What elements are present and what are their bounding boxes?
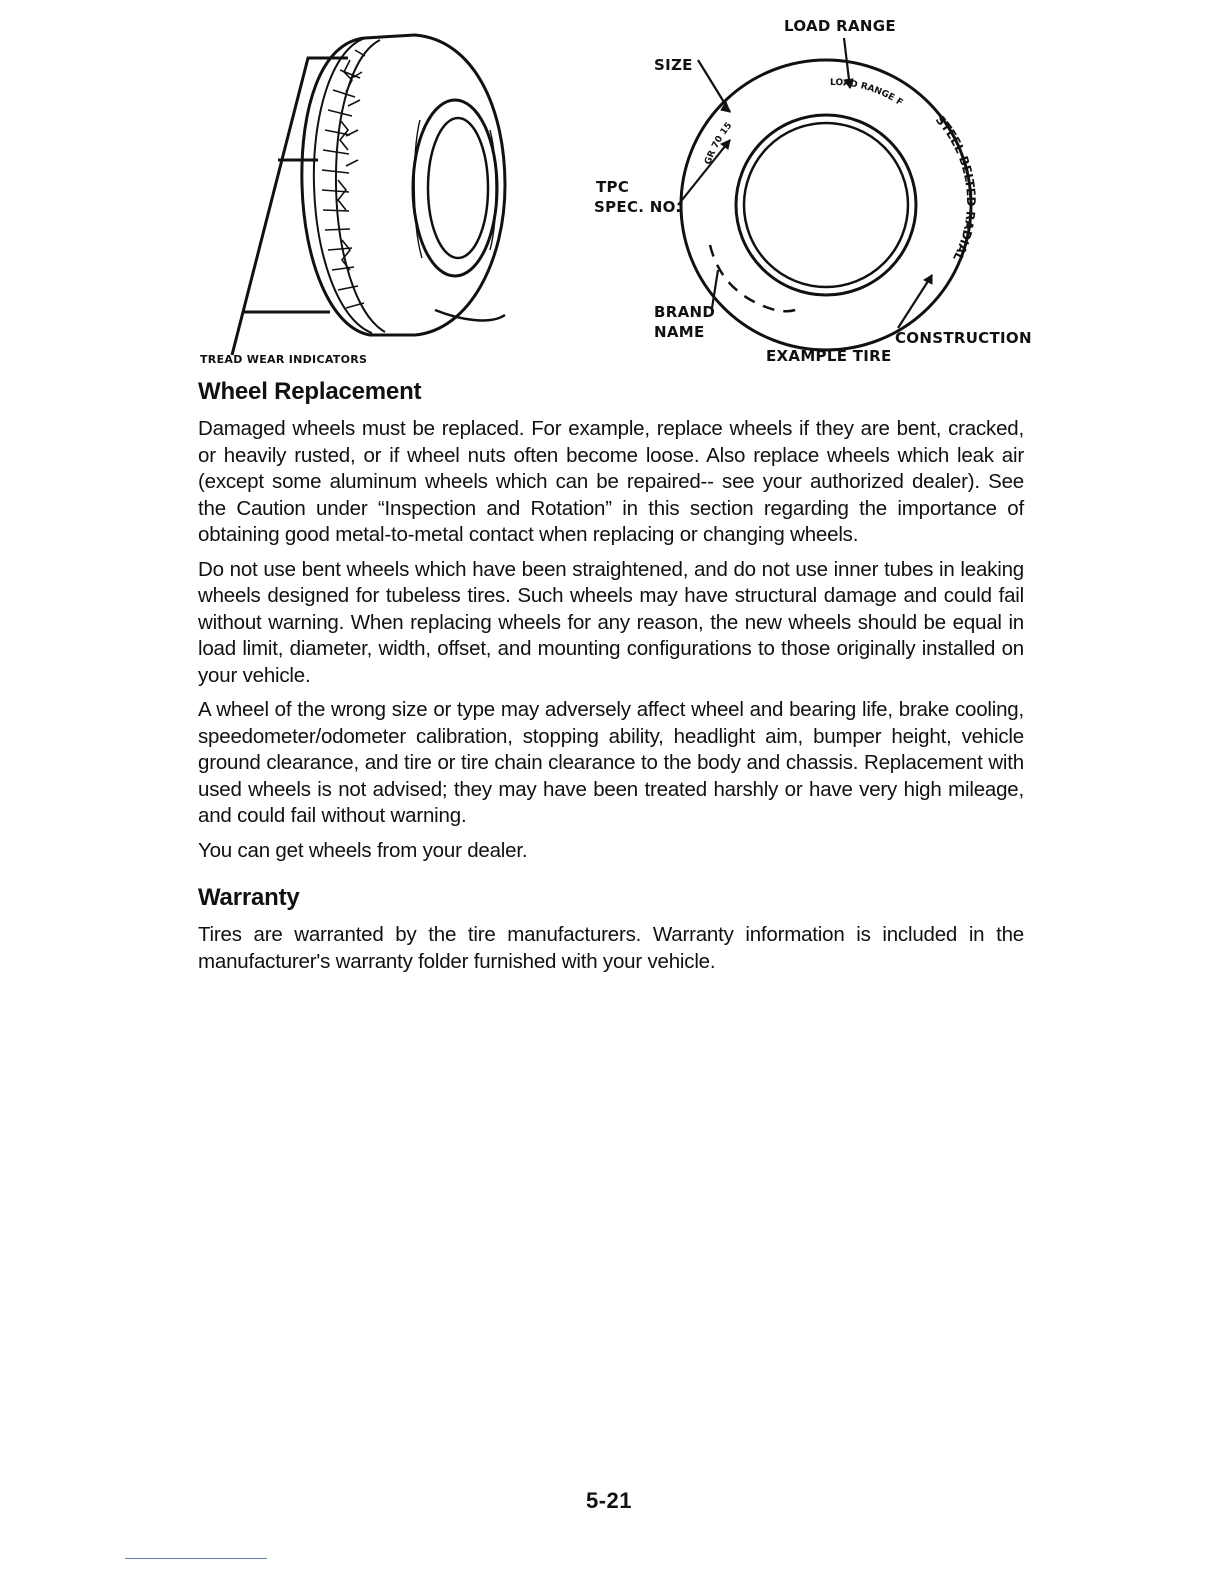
wheel-replacement-heading: Wheel Replacement xyxy=(198,378,422,405)
wheel-replacement-paragraph-4: You can get wheels from your dealer. xyxy=(198,838,528,862)
sidewall-construction-text: STEEL BELTED RADIAL xyxy=(932,112,979,264)
wheel-replacement-paragraph-1: Damaged wheels must be replaced. For example, replace wheels if they are bent, cracked, or heavily rusted, or if wheel nuts often become loose. Also replace wheels which leak air (except some aluminum wheels which can be repaired-- see your authorized dealer). See the Caution under “Inspection and Rotation” in this section regarding the importance of obtaining good metal-to-metal contact when replacing or changing wheels. xyxy=(198,417,1024,546)
example-tire-drawing xyxy=(678,38,971,350)
tire-diagram xyxy=(190,10,1040,375)
load-range-label: LOAD RANGE xyxy=(784,17,896,35)
construction-label: CONSTRUCTION xyxy=(895,329,1032,347)
size-label: SIZE xyxy=(654,56,693,74)
wheel-replacement-paragraph-2: Do not use bent wheels which have been straightened, and do not use inner tubes in leaking wheels designed for tubeless tires. Such wheels may have structural damage and could fail without warning. When replacing wheels for any reason, the new wheels should be equal in load limit, diameter, width, offset, and mounting configurations to those originally installed on your vehicle. xyxy=(198,557,1024,687)
tpc-label-line2: SPEC. NO. xyxy=(594,198,682,216)
tread-wear-indicators-label: TREAD WEAR INDICATORS xyxy=(200,353,368,366)
warranty-paragraph: Tires are warranted by the tire manufacturers. Warranty information is included in the manufacturer's warranty folder furnished with your vehicle. xyxy=(198,923,1024,973)
footer-rule xyxy=(125,1558,267,1559)
wheel-replacement-paragraph-3: A wheel of the wrong size or type may adversely affect wheel and bearing life, brake cooling, speedometer/odometer calibration, stopping ability, headlight aim, bumper height, vehicle ground clearance, and tire or tire chain clearance to the body and chassis. Replacement with used wheels is not advised; they may have been treated harshly or have very high mileage, and could fail without warning. xyxy=(198,698,1024,827)
warranty-heading: Warranty xyxy=(198,884,300,911)
brand-label-line1: BRAND xyxy=(654,303,716,321)
tpc-label-line1: TPC xyxy=(596,178,630,196)
example-tire-caption: EXAMPLE TIRE xyxy=(766,347,892,365)
page-content xyxy=(198,378,1024,983)
brand-label-line2: NAME xyxy=(654,323,705,341)
tread-tire-drawing xyxy=(302,35,505,335)
sidewall-load-range-text: LOAD RANGE F xyxy=(829,77,905,109)
sidewall-size-text: GR 70 15 xyxy=(703,120,735,167)
page-number: 5-21 xyxy=(586,1488,633,1513)
